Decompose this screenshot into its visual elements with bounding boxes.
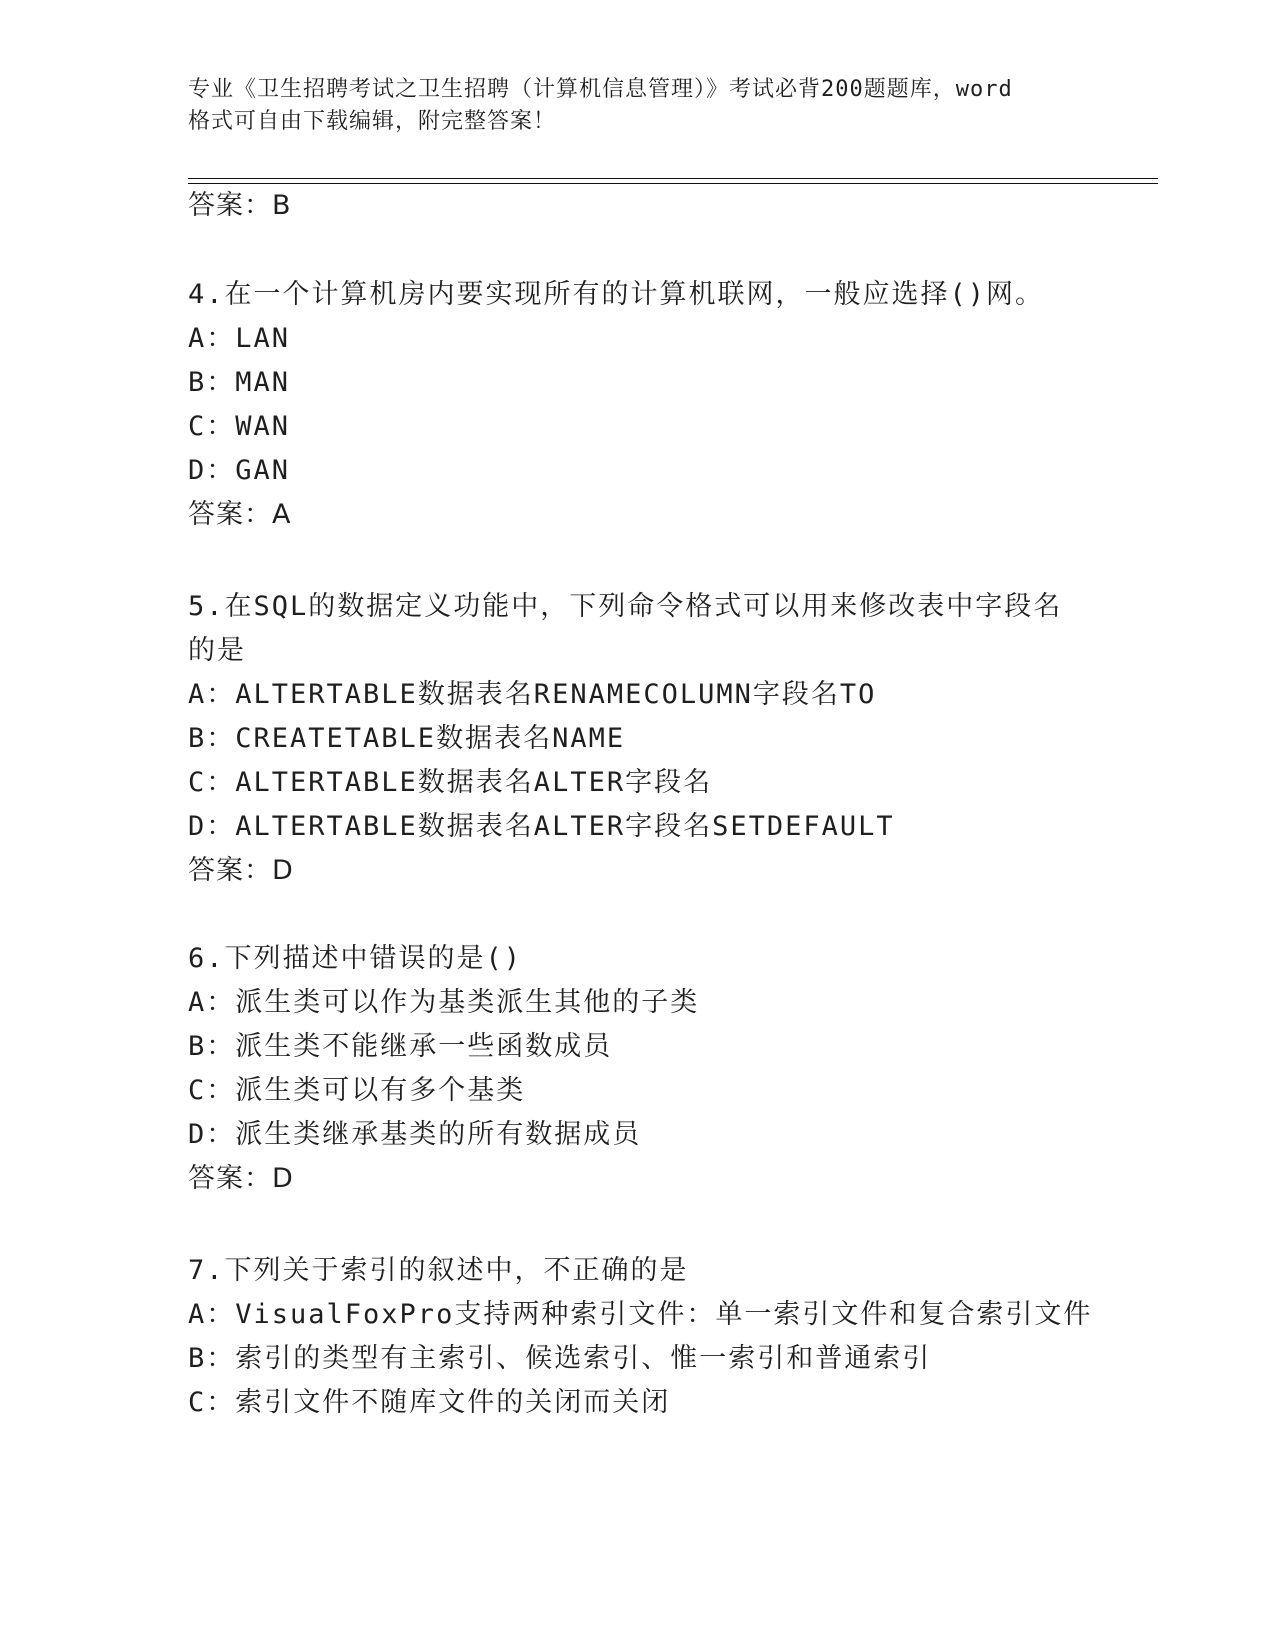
question-5-line-1: 5.在SQL的数据定义功能中，下列命令格式可以用来修改表中字段名: [188, 591, 1063, 622]
header-line-2: 格式可自由下载编辑，附完整答案！: [188, 109, 557, 134]
q7-option-c: C：索引文件不随库文件的关闭而关闭: [188, 1387, 671, 1418]
question-5-line-2: 的是: [188, 635, 246, 666]
q5-answer: 答案：D: [188, 855, 294, 886]
q4-option-b: B：MAN: [188, 367, 291, 398]
header-rule-top: [188, 178, 1158, 179]
q5-option-c: C：ALTERTABLE数据表名ALTER字段名: [188, 767, 713, 798]
q6-option-b: B：派生类不能继承一些函数成员: [188, 1031, 613, 1062]
q5-option-b: B：CREATETABLE数据表名NAME: [188, 723, 626, 754]
document-header: [188, 74, 1088, 138]
q6-answer: 答案：D: [188, 1163, 294, 1194]
answer-previous: 答案：B: [188, 190, 292, 221]
q4-answer: 答案：A: [188, 499, 292, 530]
question-4: 4.在一个计算机房内要实现所有的计算机联网，一般应选择()网。: [188, 279, 1045, 310]
q5-option-a: A：ALTERTABLE数据表名RENAMECOLUMN字段名TO: [188, 679, 877, 710]
q7-option-a: A：VisualFoxPro支持两种索引文件：单一索引文件和复合索引文件: [188, 1299, 1093, 1330]
q6-option-a: A：派生类可以作为基类派生其他的子类: [188, 987, 700, 1018]
header-line-1: 专业《卫生招聘考试之卫生招聘（计算机信息管理）》考试必背200题题库，word: [188, 77, 1013, 102]
q4-option-c: C：WAN: [188, 411, 291, 442]
q6-option-c: C：派生类可以有多个基类: [188, 1075, 526, 1106]
q5-option-d: D：ALTERTABLE数据表名ALTER字段名SETDEFAULT: [188, 811, 895, 842]
q7-option-b: B：索引的类型有主索引、候选索引、惟一索引和普通索引: [188, 1343, 932, 1374]
q4-option-a: A：LAN: [188, 323, 291, 354]
question-7: 7.下列关于索引的叙述中，不正确的是: [188, 1255, 689, 1286]
q4-option-d: D：GAN: [188, 455, 291, 486]
question-6: 6.下列描述中错误的是(): [188, 943, 523, 974]
header-rule-bottom: [188, 183, 1158, 184]
q6-option-d: D：派生类继承基类的所有数据成员: [188, 1119, 642, 1150]
